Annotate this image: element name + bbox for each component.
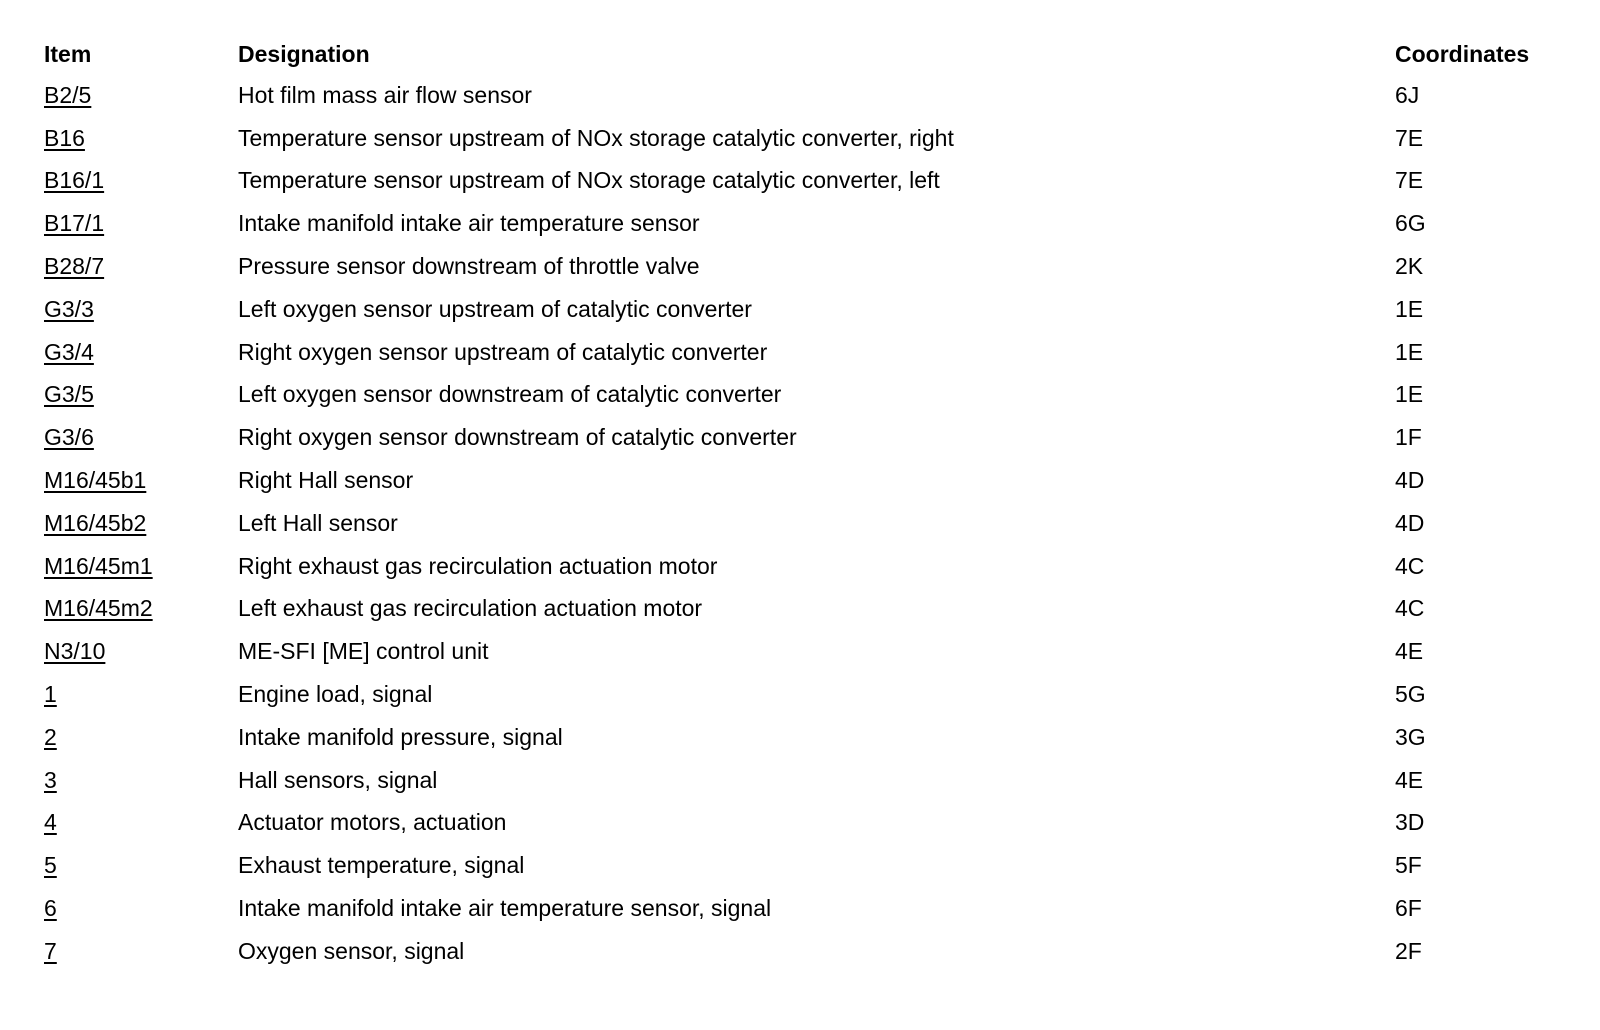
item-link[interactable]: B2/5 — [44, 81, 92, 108]
table-row — [44, 74, 1584, 117]
item-link[interactable]: G3/4 — [44, 338, 94, 365]
table-row — [44, 245, 1584, 288]
item-cell — [44, 245, 238, 288]
header-item: Item — [44, 40, 92, 67]
coordinates-cell: 4C — [1395, 595, 1425, 622]
table-row — [44, 416, 1584, 459]
designation-cell: Exhaust temperature, signal — [238, 852, 525, 879]
coordinates-cell: 4D — [1395, 467, 1425, 494]
designation-cell: Intake manifold intake air temperature sensor, signal — [238, 895, 772, 922]
item-cell — [44, 673, 238, 716]
designation-cell: Temperature sensor upstream of NOx storage catalytic converter, left — [238, 167, 940, 194]
designation-cell: Hot film mass air flow sensor — [238, 81, 532, 108]
designation-cell: Right oxygen sensor upstream of catalytic converter — [238, 338, 768, 365]
table-header — [44, 34, 1584, 74]
item-link[interactable]: G3/6 — [44, 424, 94, 451]
coordinates-cell: 5F — [1395, 852, 1422, 879]
item-link[interactable]: B16 — [44, 124, 85, 151]
designation-cell: Hall sensors, signal — [238, 766, 438, 793]
item-cell — [44, 545, 238, 588]
item-link[interactable]: M16/45b1 — [44, 467, 147, 494]
header-row — [44, 34, 1584, 74]
coordinates-cell: 2F — [1395, 937, 1422, 964]
header-designation: Designation — [238, 40, 370, 67]
item-cell — [44, 588, 238, 631]
table-row — [44, 459, 1584, 502]
table-row — [44, 759, 1584, 802]
designation-cell: Oxygen sensor, signal — [238, 937, 465, 964]
item-link[interactable]: M16/45m1 — [44, 552, 153, 579]
designation-cell: Engine load, signal — [238, 681, 433, 708]
item-cell — [44, 331, 238, 374]
item-link[interactable]: 2 — [44, 723, 57, 750]
table-row — [44, 588, 1584, 631]
designation-cell: Left oxygen sensor downstream of catalytic converter — [238, 381, 782, 408]
item-cell — [44, 802, 238, 845]
table-row — [44, 716, 1584, 759]
header-coordinates: Coordinates — [1395, 40, 1530, 67]
designation-cell: Pressure sensor downstream of throttle valve — [238, 253, 700, 280]
item-cell — [44, 716, 238, 759]
item-link[interactable]: 1 — [44, 681, 57, 708]
table-row — [44, 545, 1584, 588]
designation-cell: Temperature sensor upstream of NOx storage catalytic converter, right — [238, 124, 954, 151]
coordinates-cell: 4E — [1395, 766, 1424, 793]
designation-cell: Actuator motors, actuation — [238, 809, 507, 836]
table-row — [44, 502, 1584, 545]
item-link[interactable]: B28/7 — [44, 253, 105, 280]
designation-cell: Left oxygen sensor upstream of catalytic converter — [238, 295, 752, 322]
coordinates-cell: 4D — [1395, 509, 1425, 536]
designation-cell: Right exhaust gas recirculation actuation motor — [238, 552, 718, 579]
item-link[interactable]: G3/5 — [44, 381, 94, 408]
item-cell — [44, 374, 238, 417]
item-cell — [44, 630, 238, 673]
item-cell — [44, 416, 238, 459]
table-row — [44, 331, 1584, 374]
table-row — [44, 802, 1584, 845]
table-row — [44, 673, 1584, 716]
coordinates-cell: 2K — [1395, 253, 1424, 280]
item-link[interactable]: M16/45m2 — [44, 595, 153, 622]
coordinates-cell: 6G — [1395, 210, 1426, 237]
item-cell — [44, 502, 238, 545]
designation-cell: Intake manifold pressure, signal — [238, 723, 563, 750]
item-cell — [44, 160, 238, 203]
designation-cell: Intake manifold intake air temperature sensor — [238, 210, 700, 237]
item-link[interactable]: B16/1 — [44, 167, 105, 194]
item-link[interactable]: 5 — [44, 852, 57, 879]
item-cell — [44, 74, 238, 117]
coordinates-cell: 1F — [1395, 424, 1422, 451]
item-link[interactable]: G3/3 — [44, 295, 94, 322]
item-cell — [44, 202, 238, 245]
item-link[interactable]: 6 — [44, 895, 57, 922]
designation-cell: Left Hall sensor — [238, 509, 398, 536]
coordinates-cell: 1E — [1395, 338, 1424, 365]
item-link[interactable]: 4 — [44, 809, 57, 836]
designation-cell: Right Hall sensor — [238, 467, 414, 494]
item-cell — [44, 459, 238, 502]
item-cell — [44, 887, 238, 930]
item-link[interactable]: 3 — [44, 766, 57, 793]
item-link[interactable]: B17/1 — [44, 210, 105, 237]
item-link[interactable]: 7 — [44, 937, 57, 964]
item-link[interactable]: N3/10 — [44, 638, 106, 665]
table-row — [44, 117, 1584, 160]
item-cell — [44, 759, 238, 802]
coordinates-cell: 7E — [1395, 124, 1424, 151]
coordinates-cell: 1E — [1395, 295, 1424, 322]
coordinates-cell: 4C — [1395, 552, 1425, 579]
coordinates-cell: 3D — [1395, 809, 1425, 836]
designation-cell: ME-SFI [ME] control unit — [238, 638, 489, 665]
coordinates-cell: 6J — [1395, 81, 1420, 108]
coordinates-cell: 5G — [1395, 681, 1426, 708]
table-row — [44, 930, 1584, 973]
table-row — [44, 374, 1584, 417]
designation-cell: Left exhaust gas recirculation actuation motor — [238, 595, 703, 622]
table-row — [44, 844, 1584, 887]
coordinates-cell: 1E — [1395, 381, 1424, 408]
table-row — [44, 202, 1584, 245]
coordinates-cell: 4E — [1395, 638, 1424, 665]
designation-cell: Right oxygen sensor downstream of catalytic converter — [238, 424, 797, 451]
coordinates-cell: 6F — [1395, 895, 1422, 922]
component-legend-table — [44, 34, 1584, 973]
item-link[interactable]: M16/45b2 — [44, 509, 147, 536]
item-cell — [44, 930, 238, 973]
table-body — [44, 74, 1584, 973]
item-cell — [44, 288, 238, 331]
coordinates-cell: 7E — [1395, 167, 1424, 194]
table-row — [44, 288, 1584, 331]
item-cell — [44, 117, 238, 160]
table-row — [44, 887, 1584, 930]
item-cell — [44, 844, 238, 887]
table-row — [44, 630, 1584, 673]
coordinates-cell: 3G — [1395, 723, 1426, 750]
table-row — [44, 160, 1584, 203]
